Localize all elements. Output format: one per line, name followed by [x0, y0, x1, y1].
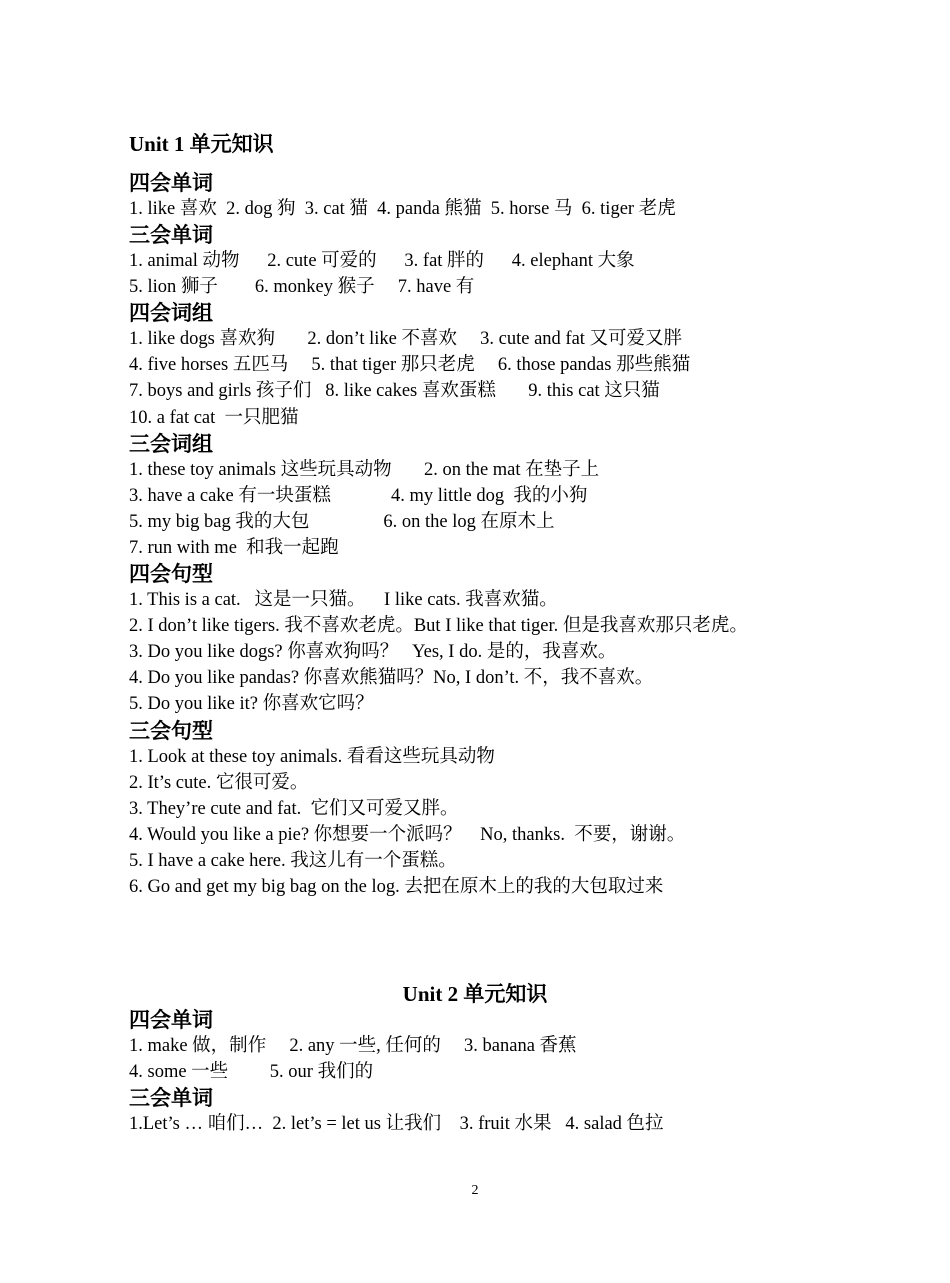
section-heading: 三会词组	[129, 431, 213, 456]
text-line: 3. have a cake 有一块蛋糕 4. my little dog 我的小狗	[129, 485, 588, 506]
section-heading: 三会单词	[129, 223, 213, 248]
text-line: 7. run with me 和我一起跑	[129, 537, 339, 558]
text-line: 7. boys and girls 孩子们 8. like cakes 喜欢蛋糕 9. this cat 这只猫	[129, 381, 660, 402]
text-line: 4. some 一些 5. our 我们的	[129, 1062, 374, 1083]
section-heading: 三会句型	[129, 718, 213, 743]
text-line: 1. animal 动物 2. cute 可爱的 3. fat 胖的 4. elephant 大象	[129, 251, 635, 272]
text-line: 1. Look at these toy animals. 看看这些玩具动物	[129, 746, 495, 767]
unit2-title: Unit 2 单元知识	[402, 982, 548, 1006]
page-number: 2	[471, 1183, 479, 1198]
text-line: 6. Go and get my big bag on the log. 去把在原木上的我的大包取过来	[129, 876, 664, 897]
text-line: 1. like 喜欢 2. dog 狗 3. cat 猫 4. panda 熊猫 5. horse 马 6. tiger 老虎	[129, 199, 676, 219]
text-line: 1. This is a cat. 这是一只猫。 I like cats. 我喜欢猫。	[129, 590, 558, 611]
section-heading: 四会词组	[129, 301, 213, 326]
unit1-title: Unit 1 单元知识	[129, 132, 274, 156]
section-heading: 四会句型	[129, 562, 213, 587]
text-line: 10. a fat cat 一只肥猫	[129, 407, 299, 428]
text-line: 5. I have a cake here. 我这儿有一个蛋糕。	[129, 850, 457, 871]
text-line: 5. Do you like it? 你喜欢它吗？	[129, 694, 374, 715]
text-line: 1.Let’s … 咱们… 2. let’s = let us 让我们 3. fruit 水果 4. salad 色拉	[129, 1114, 664, 1135]
text-line: 4. Do you like pandas? 你喜欢熊猫吗？No, I don’t. 不，我不喜欢。	[129, 668, 654, 689]
text-line: 4. Would you like a pie? 你想要一个派吗？ No, thanks. 不要，谢谢。	[129, 824, 686, 845]
text-line: 5. lion 狮子 6. monkey 猴子 7. have 有	[129, 277, 475, 298]
section-heading: 四会单词	[129, 171, 213, 195]
text-line: 1. like dogs 喜欢狗 2. don’t like 不喜欢 3. cute and fat 又可爱又胖	[129, 329, 683, 350]
section-heading: 三会单词	[129, 1086, 213, 1111]
text-line: 4. five horses 五匹马 5. that tiger 那只老虎 6. those pandas 那些熊猫	[129, 355, 691, 376]
text-line: 2. I don’t like tigers. 我不喜欢老虎。But I like that tiger. 但是我喜欢那只老虎。	[129, 616, 748, 637]
text-line: 3. They’re cute and fat. 它们又可爱又胖。	[129, 798, 459, 819]
text-line: 1. make 做，制作 2. any 一些, 任何的 3. banana 香蕉	[129, 1036, 577, 1056]
text-line: 1. these toy animals 这些玩具动物 2. on the mat 在垫子上	[129, 459, 600, 480]
text-line: 3. Do you like dogs? 你喜欢狗吗？ Yes, I do. 是的，我喜欢。	[129, 642, 617, 663]
unit2-content	[129, 1007, 919, 1137]
text-line: 5. my big bag 我的大包 6. on the log 在原木上	[129, 511, 555, 532]
text-line: 2. It’s cute. 它很可爱。	[129, 772, 309, 793]
section-heading: 四会单词	[129, 1008, 213, 1032]
unit1-content	[129, 170, 919, 900]
